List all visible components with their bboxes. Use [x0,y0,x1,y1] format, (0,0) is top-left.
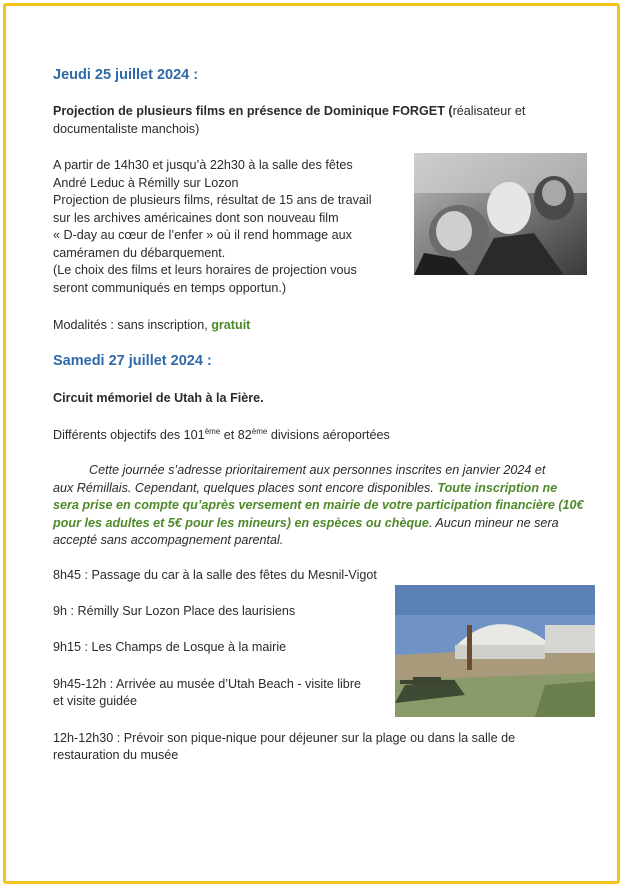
schedule-item: et visite guidée [53,694,138,708]
soldiers-photo [414,153,587,275]
notice-line [53,480,593,498]
objectifs-text: Différents objectifs des 101 [53,428,205,442]
notice-text: . Aucun mineur ne sera [428,515,559,530]
schedule-item: restauration du musée [53,748,179,762]
day1-line: caméramen du débarquement. [53,245,226,260]
objectifs-text: et 82 [220,428,252,442]
day1-line: seront communiqués en temps opportun.) [53,280,287,295]
schedule-item: 9h15 : Les Champs de Losque à la mairie [53,640,287,654]
modalites-label: Modalités : sans inscription, [53,318,212,332]
notice-text: Cette journée s’adresse prioritairement aux personnes inscrites en janvier 2024 et [89,463,546,477]
day2-objectifs [53,427,390,445]
notice-text: aux Rémillais. Cependant, quelques places sont encore disponibles. [53,480,438,495]
free-badge: gratuit [211,318,251,332]
schedule-item: 8h45 : Passage du car à la salle des fêtes du Mesnil-Vigot [53,568,377,582]
objectifs-sup: ème [204,426,221,436]
notice-line [53,497,593,515]
day1-heading: Jeudi 25 juillet 2024 : [53,67,199,83]
day1-description [53,157,408,297]
day2-notice [53,462,593,550]
day1-title-rest-1: réalisateur et [452,104,526,118]
schedule-item: 9h : Rémilly Sur Lozon Place des laurisiens [53,604,296,618]
notice-line [53,532,593,550]
day1-line: Projection de plusieurs films, résultat de 15 ans de travail [53,193,372,207]
schedule-item: 9h45-12h : Arrivée au musée d’Utah Beach - visite libre [53,677,362,691]
notice-line [53,515,593,533]
day2-heading: Samedi 27 juillet 2024 : [53,353,212,369]
day1-line: (Le choix des films et leurs horaires de projection vous [53,263,357,277]
schedule-item: 12h-12h30 : Prévoir son pique-nique pour déjeuner sur la plage ou dans la salle de [53,731,516,745]
notice-text: sera prise en compte qu’après versement en mairie de votre participation financière (10€ [53,498,584,512]
objectifs-text: divisions aéroportées [267,428,390,442]
day1-line: André Leduc à Rémilly sur Lozon [53,175,239,190]
day1-modalites [53,317,250,335]
utah-beach-photo-icon [395,585,595,717]
day1-line: « D-day au cœur de l’enfer » où il rend hommage aux [53,228,352,242]
day1-line: A partir de 14h30 et jusqu’à 22h30 à la salle des fêtes [53,158,353,172]
day1-title-bold: Projection de plusieurs films en présence de Dominique FORGET ( [53,104,453,118]
day1-title [53,103,553,138]
utah-beach-photo [395,585,595,717]
day2-title: Circuit mémoriel de Utah à la Fière. [53,391,264,405]
day1-line: sur les archives américaines dont son nouveau film [53,210,339,225]
notice-text: Toute inscription ne [437,480,558,495]
notice-text: pour les adultes et 5€ pour les mineurs) en espèces ou chèque [53,515,429,530]
day1-title-rest-2: documentaliste manchois) [53,121,200,136]
notice-text: accepté sans accompagnement parental. [53,533,284,547]
soldiers-photo-icon [414,153,587,275]
objectifs-sup: ème [251,426,268,436]
notice-line [53,462,593,480]
